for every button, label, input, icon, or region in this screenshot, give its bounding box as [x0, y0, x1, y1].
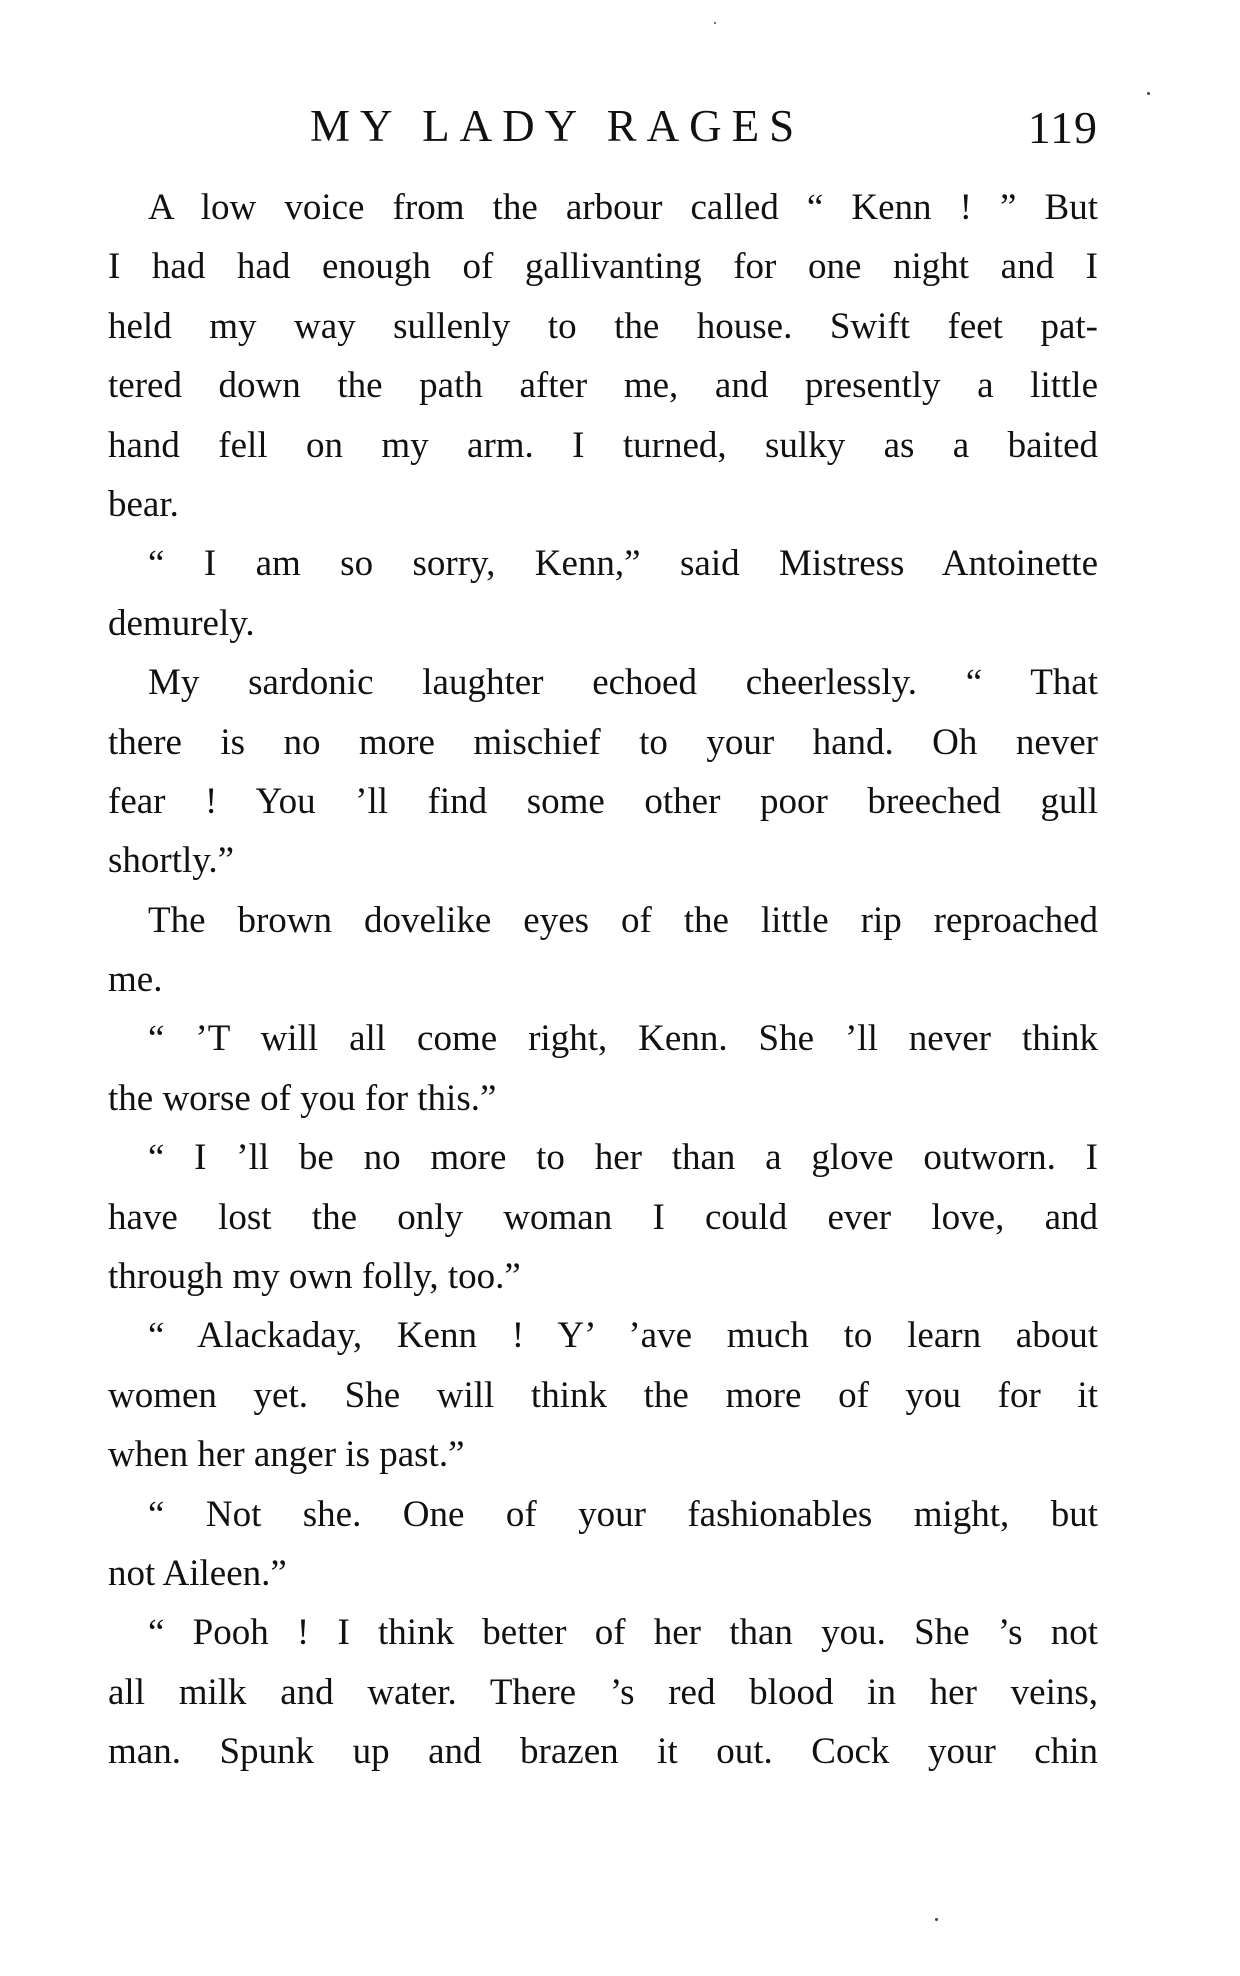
text-line: “ I am so sorry, Kenn,” said Mistress Antoinette	[148, 543, 1098, 585]
paper-speck	[1147, 92, 1150, 95]
text-line: “ Not she. One of your fashionables might, but	[148, 1493, 1098, 1535]
text-line: me.	[108, 959, 163, 1001]
text-line: there is no more mischief to your hand. Oh never	[108, 721, 1098, 763]
text-line: “ I ’ll be no more to her than a glove outworn. I	[148, 1137, 1098, 1179]
text-line: The brown dovelike eyes of the little rip reproached	[148, 899, 1098, 941]
text-line: women yet. She will think the more of you for it	[108, 1374, 1098, 1416]
text-line: hand fell on my arm. I turned, sulky as a baited	[108, 424, 1098, 466]
text-line: demurely.	[108, 602, 255, 644]
text-line: fear ! You ’ll find some other poor breeched gull	[108, 780, 1098, 822]
text-line: tered down the path after me, and presently a little	[108, 365, 1098, 407]
text-line: “ Pooh ! I think better of her than you. She ’s not	[148, 1612, 1098, 1654]
text-line: held my way sullenly to the house. Swift feet pat-	[108, 305, 1098, 347]
text-line: have lost the only woman I could ever love, and	[108, 1196, 1098, 1238]
text-line: A low voice from the arbour called “ Kenn ! ” But	[148, 187, 1098, 228]
paper-speck	[714, 22, 716, 24]
text-line: “ Alackaday, Kenn ! Y’ ’ave much to learn about	[148, 1315, 1098, 1357]
text-line: “ ’T will all come right, Kenn. She ’ll never think	[148, 1018, 1098, 1060]
text-line: the worse of you for this.”	[108, 1077, 497, 1119]
text-line: My sardonic laughter echoed cheerlessly. “ That	[148, 662, 1098, 704]
text-line: man. Spunk up and brazen it out. Cock your chin	[108, 1731, 1098, 1773]
text-line: not Aileen.”	[108, 1552, 287, 1594]
text-line: I had had enough of gallivanting for one night and I	[108, 246, 1098, 288]
body-text	[108, 178, 1098, 1782]
paper-speck	[935, 1918, 938, 1921]
running-head	[108, 96, 1108, 156]
text-line: when her anger is past.”	[108, 1434, 465, 1476]
text-line: shortly.”	[108, 840, 235, 882]
page-number: 119	[1027, 102, 1098, 153]
text-line: through my own folly, too.”	[108, 1256, 521, 1298]
text-line: bear.	[108, 483, 179, 525]
text-line: all milk and water. There ’s red blood in her veins,	[108, 1671, 1098, 1713]
running-head-title: MY LADY RAGES	[310, 101, 805, 151]
